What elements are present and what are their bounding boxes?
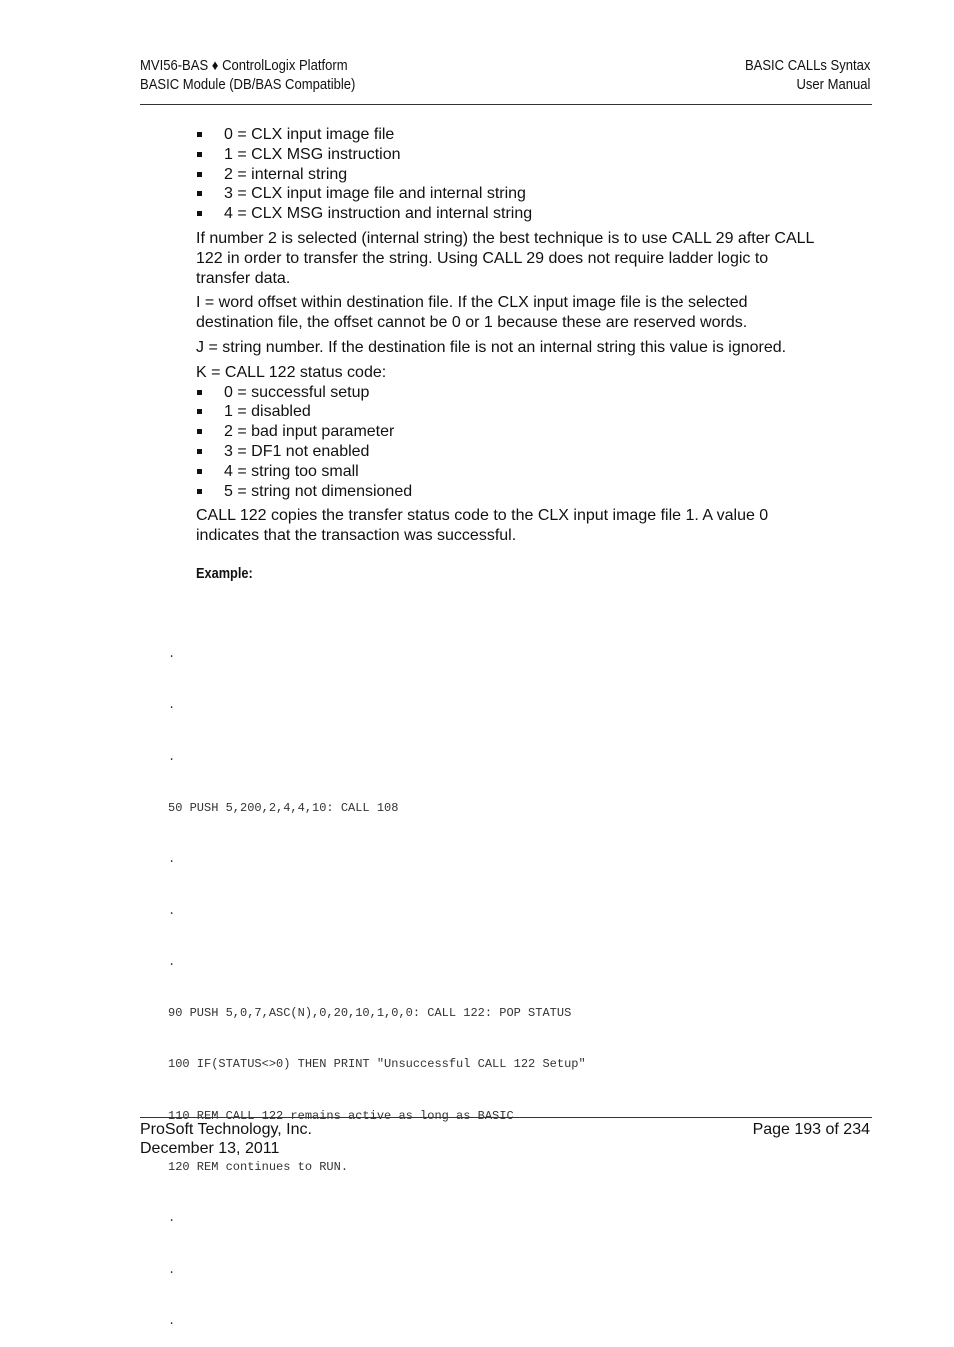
list-item: 1 = disabled <box>196 402 826 422</box>
bullet-icon <box>197 191 202 196</box>
list-item: 3 = DF1 not enabled <box>196 442 826 462</box>
bullet-icon <box>197 429 202 434</box>
paragraph-word-offset: I = word offset within destination file. If the CLX input image file is the selected destination file, the offset cannot be 0 or 1 because these are reserved words. <box>196 294 748 332</box>
code-line: 110 REM CALL 122 remains active as long as BASIC <box>168 1108 514 1123</box>
code-line: 120 REM continues to RUN. <box>168 1160 349 1174</box>
paragraph-status-code: K = CALL 122 status code: <box>196 363 387 381</box>
list-item: 1 = CLX MSG instruction <box>196 145 826 165</box>
header-module: BASIC Module (DB/BAS Compatible) <box>140 77 356 93</box>
paragraph-copies: CALL 122 copies the transfer status code to the CLX input image file 1. A value 0 indicates that the transaction was successful. <box>196 507 769 545</box>
code-line: 50 PUSH 5,200,2,4,4,10: CALL 108 <box>168 801 399 816</box>
header-product: MVI56-BAS ♦ ControlLogix Platform <box>140 58 348 74</box>
list-item: 0 = CLX input image file <box>196 125 826 145</box>
code-line: . <box>168 647 176 662</box>
bullet-icon <box>197 152 202 157</box>
bullet-icon <box>197 390 202 395</box>
code-line: . <box>168 749 176 764</box>
bullet-icon <box>197 489 202 494</box>
paragraph-internal-string: If number 2 is selected (internal string) the best technique is to use CALL 29 after CALL 122 in order to transfer the string. Using CALL 29 does not require ladder logic to transfer data. <box>196 229 814 287</box>
bullet-icon <box>197 132 202 137</box>
paragraph-string-number: J = string number. If the destination file is not an internal string this value is ignored. <box>196 338 787 356</box>
bullet-icon <box>197 449 202 454</box>
bullet-icon <box>197 172 202 177</box>
header-section: BASIC CALLs Syntax <box>744 58 870 74</box>
bullet-icon <box>197 409 202 414</box>
code-line: . <box>168 1211 176 1226</box>
footer-page-number: Page 193 of 234 <box>752 1121 870 1138</box>
footer-company: ProSoft Technology, Inc. <box>140 1121 312 1138</box>
code-line: . <box>168 852 176 867</box>
bullet-icon <box>197 469 202 474</box>
bullet-icon <box>197 211 202 216</box>
code-line: . <box>168 903 176 918</box>
header-manual: User Manual <box>796 77 870 93</box>
code-line: 100 IF(STATUS<>0) THEN PRINT "Unsuccessful CALL 122 Setup" <box>168 1057 586 1072</box>
code-line: 90 PUSH 5,0,7,ASC(N),0,20,10,1,0,0: CALL 122: POP STATUS <box>168 1006 572 1021</box>
code-example <box>168 612 586 1347</box>
list-item: 4 = CLX MSG instruction and internal string <box>196 204 826 224</box>
list-item: 0 = successful setup <box>196 383 826 403</box>
destination-options-list <box>196 125 826 224</box>
list-item: 2 = internal string <box>196 165 826 185</box>
list-item: 3 = CLX input image file and internal string <box>196 184 826 204</box>
example-heading: Example: <box>196 565 253 582</box>
status-codes-list <box>196 383 826 502</box>
code-line: . <box>168 1313 176 1328</box>
list-item: 2 = bad input parameter <box>196 422 826 442</box>
footer-left <box>140 1120 312 1158</box>
footer-date: December 13, 2011 <box>140 1140 280 1157</box>
code-line: . <box>168 698 176 713</box>
code-line: . <box>168 954 176 969</box>
footer-divider <box>140 1117 872 1118</box>
header-right <box>745 57 870 95</box>
code-line: . <box>168 1262 176 1277</box>
header-left <box>140 57 355 95</box>
header-divider <box>140 104 872 105</box>
list-item: 4 = string too small <box>196 462 826 482</box>
page-body <box>196 125 826 585</box>
list-item: 5 = string not dimensioned <box>196 482 826 502</box>
